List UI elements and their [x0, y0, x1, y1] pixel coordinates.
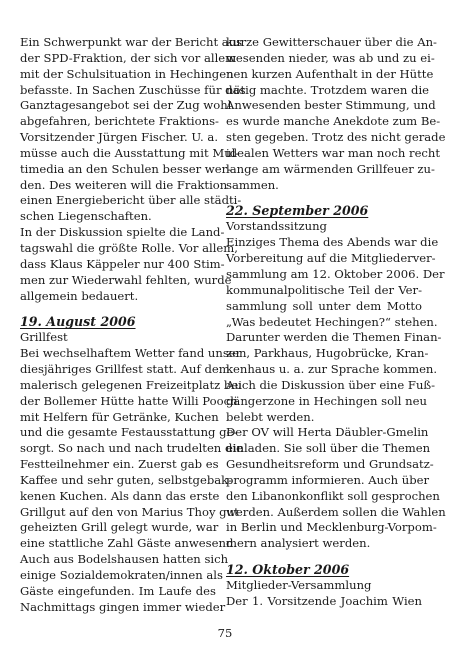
grillfest-paragraph [20, 346, 243, 615]
text-line: kurze Gewitterschauer über die An- [226, 35, 437, 49]
section-title: Grillfest [20, 330, 68, 345]
text-line: lange am wärmenden Grillfeuer zu- [226, 161, 435, 176]
grillfest-continued-paragraph [226, 35, 446, 193]
text-line: Bei wechselhaftem Wetter fand unser [20, 346, 242, 361]
text-line: kenhaus u. a. zur Sprache kommen. [226, 362, 438, 377]
text-line: Vorsitzender Jürgen Fischer. U. a. [20, 130, 219, 145]
text-line: Einziges Thema des Abends war die [226, 235, 439, 250]
mitglieder-versammlung-paragraph [226, 594, 422, 610]
text-line: nötig machte. Trotzdem waren die [226, 82, 430, 97]
text-line: und die gesamte Festausstattung ge- [20, 425, 238, 440]
text-line: Vorbereitung auf die Mitgliederver- [226, 251, 436, 266]
text-line: Ein Schwerpunkt war der Bericht aus [20, 35, 243, 49]
text-line: schen Liegenschaften. [20, 209, 152, 224]
left-column [20, 35, 246, 616]
text-line: Anwesenden bester Stimmung, und [226, 98, 436, 113]
text-line: müsse auch die Ausstattung mit Mul- [20, 145, 240, 160]
text-line: men zur Wiederwahl fehlten, wurde [20, 272, 232, 287]
text-line: sorgt. So nach und nach trudelten die [20, 441, 243, 456]
text-line: diesjähriges Grillfest statt. Auf dem [20, 362, 230, 377]
section-title: Mitglieder-Versammlung [226, 578, 372, 593]
text-line: Gesundheitsreform und Grundsatz- [226, 457, 434, 472]
text-line: Der 1. Vorsitzende Joachim Wien [226, 594, 422, 608]
text-line: zen, Parkhaus, Hugobrücke, Kran- [226, 346, 429, 361]
text-line: sten gegeben. Trotz des nicht gerade [226, 130, 446, 145]
text-line: in Berlin und Mecklenburg-Vorpom- [226, 520, 437, 535]
intro-paragraph [20, 35, 246, 225]
section-title: Vorstandssitzung [226, 219, 327, 234]
text-line: Auch aus Bodelshausen hatten sich [20, 552, 229, 567]
text-line: Darunter werden die Themen Finan- [226, 330, 442, 345]
text-line: der SPD-Fraktion, der sich vor allem [20, 50, 237, 65]
text-line: allgemein bedauert. [20, 288, 139, 303]
text-line: den Libanonkonflikt soll gesprochen [226, 488, 440, 503]
text-line: mern analysiert werden. [226, 536, 371, 551]
text-line: Auch die Diskussion über eine Fuß- [226, 377, 436, 392]
text-line: kommunalpolitische Teil der Ver- [226, 282, 422, 297]
text-line: es wurde manche Anekdote zum Be- [226, 114, 441, 129]
text-line: sammlung soll unter dem Motto [226, 298, 422, 313]
text-line: einladen. Sie soll über die Themen [226, 441, 431, 456]
text-line: mit der Schulsituation in Hechingen [20, 66, 234, 81]
text-line: Ganztagesangebot sei der Zug wohl [20, 98, 232, 113]
text-line: Festteilnehmer ein. Zuerst gab es [20, 457, 219, 472]
text-line: tagswahl die größte Rolle. Vor allem, [20, 240, 238, 255]
text-line: nen kurzen Aufenthalt in der Hütte [226, 66, 434, 81]
text-line: dass Klaus Käppeler nur 400 Stim- [20, 256, 225, 271]
text-line: sammlung am 12. Oktober 2006. Der [226, 266, 445, 281]
text-line: „Was bedeutet Hechingen?“ stehen. [226, 314, 438, 329]
discussion-paragraph [20, 225, 238, 304]
section-date-heading: 22. September 2006 [226, 203, 369, 219]
page-number: 75 [217, 626, 233, 640]
text-line: mit Helfern für Getränke, Kuchen [20, 409, 219, 424]
right-column [226, 35, 446, 610]
text-line: eine stattliche Zahl Gäste anwesend. [20, 536, 238, 551]
text-line: Grillgut auf den von Marius Thoy gut [20, 504, 239, 519]
text-line: Nachmittags gingen immer wieder [20, 599, 226, 614]
invitation-paragraph [226, 425, 446, 552]
section-date-heading: 19. August 2006 [20, 314, 136, 330]
text-line: timedia an den Schulen besser wer- [20, 161, 232, 176]
section-date-heading: 12. Oktober 2006 [226, 562, 350, 578]
text-line: kenen Kuchen. Als dann das erste [20, 488, 220, 503]
text-line: abgefahren, berichtete Fraktions- [20, 114, 219, 129]
text-line: programm informieren. Auch über [226, 472, 430, 487]
text-line: einige Sozialdemokraten/innen als [20, 568, 223, 582]
text-line: geheizten Grill gelegt wurde, war [20, 520, 219, 535]
text-line: gängerzone in Hechingen soll neu [226, 393, 427, 408]
text-line: Gäste eingefunden. Im Laufe des [20, 583, 216, 598]
text-line: Der OV will Herta Däubler-Gmelin [226, 425, 429, 440]
text-line: In der Diskussion spielte die Land- [20, 225, 225, 240]
text-line: einen Energiebericht über alle städti- [20, 193, 242, 208]
text-line: wesenden nieder, was ab und zu ei- [226, 50, 435, 65]
text-line: der Bollemer Hütte hatte Willi Pooch [20, 393, 238, 408]
text-line: belebt werden. [226, 409, 315, 424]
text-line: den. Des weiteren will die Fraktion [20, 177, 228, 192]
text-line: sammen. [226, 177, 279, 192]
text-line: idealen Wetters war man noch recht [226, 145, 441, 160]
text-line: befasste. In Sachen Zuschüsse für das [20, 82, 246, 97]
text-line: malerisch gelegenen Freizeitplatz bei [20, 377, 242, 392]
text-line: werden. Außerdem sollen die Wahlen [226, 504, 446, 519]
vorstandssitzung-paragraph [226, 235, 445, 425]
text-line: Kaffee und sehr guten, selbstgebak- [20, 472, 232, 487]
